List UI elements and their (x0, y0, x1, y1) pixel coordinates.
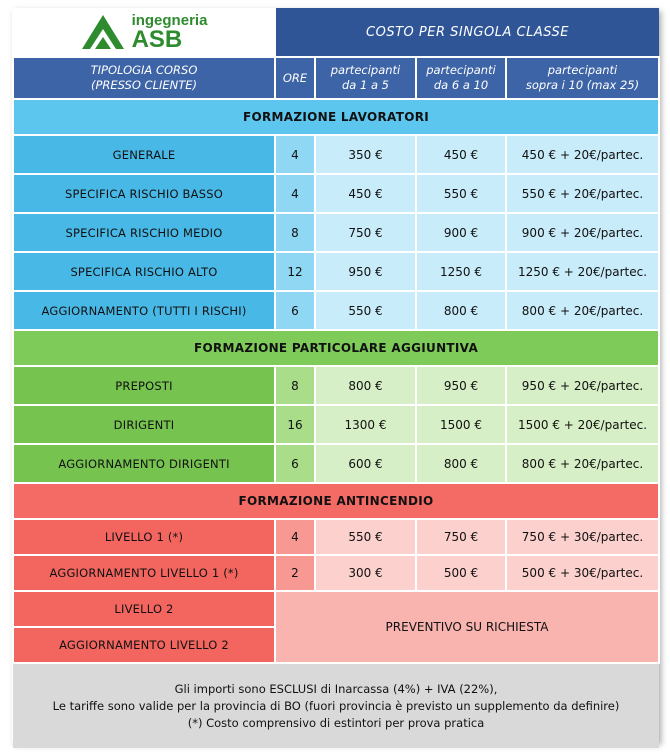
mountain-logo-icon (80, 13, 126, 51)
course-hours: 8 (275, 213, 315, 252)
header-row (13, 57, 659, 99)
col-header-over-10: partecipanti sopra i 10 (max 25) (506, 57, 659, 99)
footer-line3: (*) Costo comprensivo di estintori per prova pratica (187, 715, 485, 730)
price-over-10: 1250 € + 20€/partec. (506, 252, 659, 291)
price-over-10: 550 € + 20€/partec. (506, 174, 659, 213)
col-header-ore: ORE (275, 57, 315, 99)
price-1-5: 800 € (315, 366, 416, 405)
price-1-5: 750 € (315, 213, 416, 252)
footer-row (13, 663, 659, 748)
course-name: AGGIORNAMENTO DIRIGENTI (13, 444, 275, 483)
col-header-6-10: partecipanti da 6 a 10 (416, 57, 506, 99)
price-6-10: 900 € (416, 213, 506, 252)
table-row (13, 174, 659, 213)
particolare-body (13, 366, 659, 483)
title-row (13, 8, 659, 57)
table-row (13, 444, 659, 483)
table-row (13, 591, 659, 627)
col-header-tipologia: TIPOLOGIA CORSO (PRESSO CLIENTE) (13, 57, 275, 99)
price-6-10: 950 € (416, 366, 506, 405)
antincendio-body (13, 519, 659, 591)
price-1-5: 950 € (315, 252, 416, 291)
course-hours: 2 (275, 555, 315, 591)
price-over-10: 750 € + 30€/partec. (506, 519, 659, 555)
price-1-5: 450 € (315, 174, 416, 213)
course-name: LIVELLO 1 (*) (13, 519, 275, 555)
price-6-10: 550 € (416, 174, 506, 213)
course-hours: 16 (275, 405, 315, 444)
col-header-1-5: partecipanti da 1 a 5 (315, 57, 416, 99)
row-livello2: LIVELLO 2 (13, 591, 275, 627)
price-1-5: 600 € (315, 444, 416, 483)
course-name: SPECIFICA RISCHIO ALTO (13, 252, 275, 291)
price-6-10: 800 € (416, 444, 506, 483)
section-title-particolare: FORMAZIONE PARTICOLARE AGGIUNTIVA (13, 330, 659, 366)
table-row (13, 291, 659, 330)
course-name: SPECIFICA RISCHIO MEDIO (13, 213, 275, 252)
table-row (13, 519, 659, 555)
footer-line2: Le tariffe sono valide per la provincia di BO (fuori provincia è previsto un supplemento da definire) (52, 698, 620, 713)
course-name: AGGIORNAMENTO (TUTTI I RISCHI) (13, 291, 275, 330)
course-hours: 4 (275, 174, 315, 213)
table-row (13, 366, 659, 405)
course-hours: 6 (275, 291, 315, 330)
price-6-10: 1250 € (416, 252, 506, 291)
table-row (13, 213, 659, 252)
course-hours: 8 (275, 366, 315, 405)
price-6-10: 450 € (416, 135, 506, 174)
price-1-5: 550 € (315, 291, 416, 330)
price-6-10: 1500 € (416, 405, 506, 444)
logo (13, 8, 275, 57)
table-title: COSTO PER SINGOLA CLASSE (275, 8, 659, 57)
price-6-10: 750 € (416, 519, 506, 555)
table-row (13, 135, 659, 174)
lavoratori-body (13, 135, 659, 330)
course-hours: 4 (275, 519, 315, 555)
course-hours: 4 (275, 135, 315, 174)
price-table (12, 8, 660, 748)
course-hours: 12 (275, 252, 315, 291)
table-row (13, 252, 659, 291)
course-name: GENERALE (13, 135, 275, 174)
section-title-lavoratori: FORMAZIONE LAVORATORI (13, 99, 659, 135)
section-title-antincendio: FORMAZIONE ANTINCENDIO (13, 483, 659, 519)
course-name: DIRIGENTI (13, 405, 275, 444)
price-1-5: 550 € (315, 519, 416, 555)
price-sheet (12, 8, 658, 742)
price-over-10: 1500 € + 20€/partec. (506, 405, 659, 444)
price-1-5: 350 € (315, 135, 416, 174)
preventivo-cell: PREVENTIVO SU RICHIESTA (275, 591, 659, 663)
table-row (13, 555, 659, 591)
price-6-10: 800 € (416, 291, 506, 330)
price-over-10: 800 € + 20€/partec. (506, 444, 659, 483)
footer-notes (13, 663, 659, 748)
price-1-5: 300 € (315, 555, 416, 591)
course-name: SPECIFICA RISCHIO BASSO (13, 174, 275, 213)
logo-line1: ingegneria (131, 11, 208, 29)
price-over-10: 950 € + 20€/partec. (506, 366, 659, 405)
price-6-10: 500 € (416, 555, 506, 591)
table-row (13, 405, 659, 444)
price-over-10: 450 € + 20€/partec. (506, 135, 659, 174)
price-1-5: 1300 € (315, 405, 416, 444)
course-hours: 6 (275, 444, 315, 483)
price-over-10: 900 € + 20€/partec. (506, 213, 659, 252)
course-name: PREPOSTI (13, 366, 275, 405)
row-agg-livello2: AGGIORNAMENTO LIVELLO 2 (13, 627, 275, 663)
course-name: AGGIORNAMENTO LIVELLO 1 (*) (13, 555, 275, 591)
logo-line2: ASB (131, 25, 183, 53)
footer-line1: Gli importi sono ESCLUSI di Inarcassa (4%) + IVA (22%), (174, 681, 498, 696)
price-over-10: 800 € + 20€/partec. (506, 291, 659, 330)
price-over-10: 500 € + 30€/partec. (506, 555, 659, 591)
